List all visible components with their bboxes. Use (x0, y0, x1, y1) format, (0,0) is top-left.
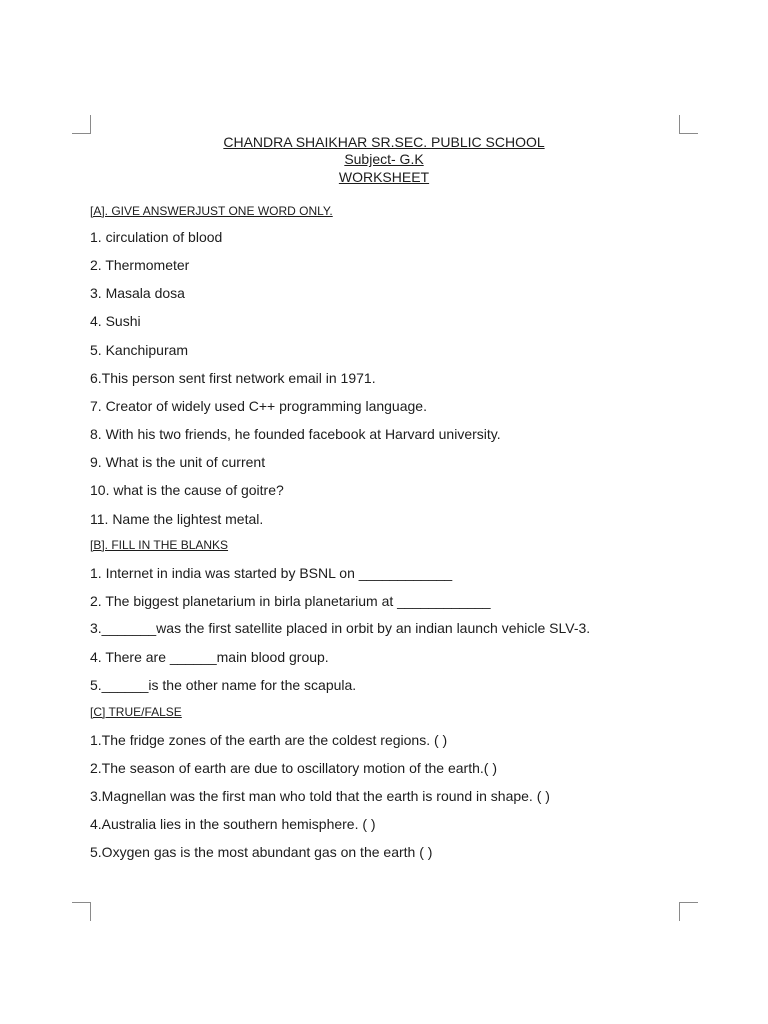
crop-mark-bottom-right (679, 902, 698, 921)
question-b-2: 2. The biggest planetarium in birla planetarium at ____________ (90, 593, 491, 609)
question-c-1: 1.The fridge zones of the earth are the coldest regions. ( ) (90, 732, 448, 748)
section-c-heading: [C] TRUE/FALSE (90, 705, 182, 719)
crop-mark-top-left (72, 115, 91, 134)
question-a-10: 10. what is the cause of goitre? (90, 482, 284, 498)
section-a-heading: [A]. GIVE ANSWERJUST ONE WORD ONLY. (90, 204, 333, 218)
question-c-4: 4.Australia lies in the southern hemisphere. ( ) (90, 816, 376, 832)
question-a-7: 7. Creator of widely used C++ programming language. (90, 398, 427, 414)
question-a-8: 8. With his two friends, he founded facebook at Harvard university. (90, 426, 501, 442)
question-c-3: 3.Magnellan was the first man who told that the earth is round in shape. ( ) (90, 788, 550, 804)
question-a-9: 9. What is the unit of current (90, 454, 266, 470)
question-b-3: 3._______was the first satellite placed in orbit by an indian launch vehicle SLV-3. (90, 620, 591, 636)
school-name: CHANDRA SHAIKHAR SR.SEC. PUBLIC SCHOOL (223, 134, 545, 150)
question-b-5: 5.______is the other name for the scapula. (90, 677, 357, 693)
crop-mark-bottom-left (72, 902, 91, 921)
question-c-5: 5.Oxygen gas is the most abundant gas on the earth ( ) (90, 844, 433, 860)
crop-mark-top-right (679, 115, 698, 134)
worksheet-title: WORKSHEET (338, 169, 430, 185)
question-c-2: 2.The season of earth are due to oscillatory motion of the earth.( ) (90, 760, 497, 776)
question-a-6: 6.This person sent first network email in 1971. (90, 370, 376, 386)
question-a-3: 3. Masala dosa (90, 285, 185, 301)
question-a-11: 11. Name the lightest metal. (90, 511, 264, 527)
question-a-2: 2. Thermometer (90, 257, 190, 273)
question-b-1: 1. Internet in india was started by BSNL on ____________ (90, 565, 453, 581)
question-b-4: 4. There are ______main blood group. (90, 649, 329, 665)
subject-line: Subject- G.K (344, 151, 424, 167)
question-a-1: 1. circulation of blood (90, 229, 223, 245)
section-b-heading: [B]. FILL IN THE BLANKS (90, 538, 229, 552)
question-a-5: 5. Kanchipuram (90, 342, 189, 358)
question-a-4: 4. Sushi (90, 313, 141, 329)
